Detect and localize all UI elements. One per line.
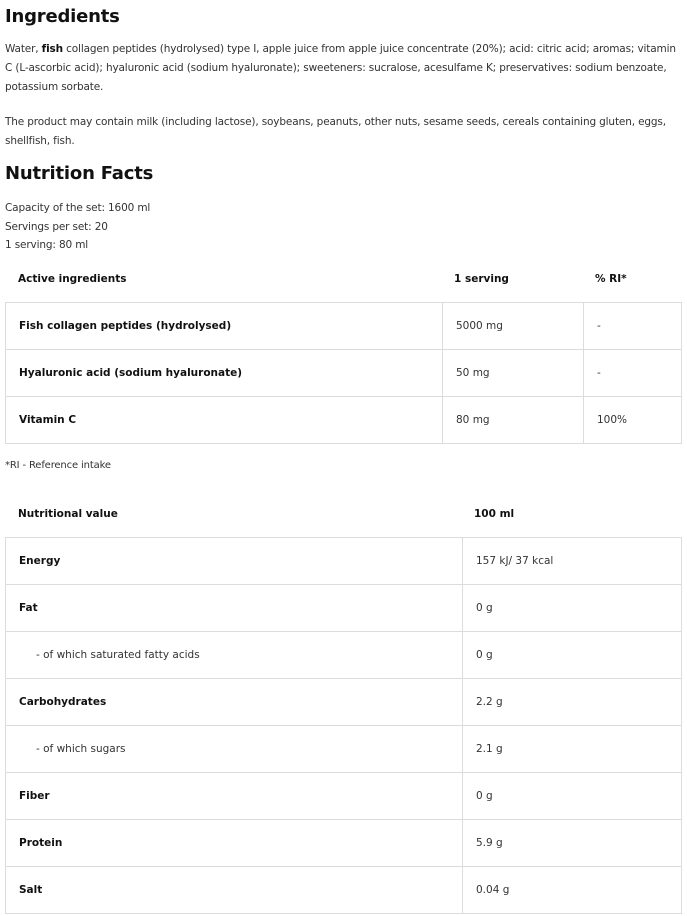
row-label: Fish collagen peptides (hydrolysed) (19, 320, 232, 332)
row-ri-value: - (583, 303, 681, 349)
row-serving-value: 50 mg (442, 350, 583, 396)
ingredients-text-prefix: Water, (5, 43, 42, 55)
row-label: - of which saturated fatty acids (36, 649, 200, 661)
ingredients-heading: Ingredients (5, 6, 120, 27)
row-label: Hyaluronic acid (sodium hyaluronate) (19, 367, 243, 379)
serving-size-text: 1 serving: 80 ml (5, 239, 89, 251)
header-serving: 1 serving (454, 273, 509, 285)
table-header-row (5, 256, 682, 302)
header-100ml: 100 ml (474, 507, 515, 520)
row-serving-value: 5000 mg (442, 303, 583, 349)
header-ri: % RI* (595, 273, 627, 285)
allergens-text: The product may contain milk (including lactose), soybeans, peanuts, other nuts, sesame seeds, cereals containing gluten, eggs, shellfish, fish. (5, 116, 666, 147)
row-value: 0.04 g (462, 867, 681, 913)
row-label: Protein (19, 837, 63, 849)
ingredients-text-bold: fish (41, 43, 63, 55)
capacity-text: Capacity of the set: 1600 ml (5, 202, 151, 214)
servings-text: Servings per set: 20 (5, 221, 108, 233)
row-value: 5.9 g (462, 820, 681, 866)
row-label: - of which sugars (36, 743, 126, 755)
row-value: 2.2 g (462, 679, 681, 725)
table-row (5, 349, 682, 396)
table-row (5, 537, 682, 584)
row-value: 0 g (462, 585, 681, 631)
row-label: Salt (19, 884, 43, 896)
table-row (5, 772, 682, 819)
table-row (5, 584, 682, 631)
ingredients-text (5, 40, 683, 97)
row-value: 0 g (462, 632, 681, 678)
row-ri-value: - (583, 350, 681, 396)
table-row (5, 631, 682, 678)
row-label: Fat (19, 602, 38, 614)
row-value: 2.1 g (462, 726, 681, 772)
table-row (5, 866, 682, 914)
table-row (5, 396, 682, 444)
ri-footnote: *RI - Reference intake (5, 460, 111, 471)
table-row (5, 725, 682, 772)
row-value: 0 g (462, 773, 681, 819)
active-ingredients-table (5, 256, 682, 444)
row-ri-value: 100% (583, 397, 681, 443)
nutritional-value-table (5, 490, 682, 914)
row-label: Energy (19, 555, 61, 567)
table-row (5, 819, 682, 866)
row-label: Fiber (19, 790, 50, 802)
row-label: Carbohydrates (19, 696, 107, 708)
header-nutritional-value: Nutritional value (18, 507, 118, 520)
nutrition-facts-heading: Nutrition Facts (5, 163, 154, 184)
row-value: 157 kJ/ 37 kcal (462, 538, 681, 584)
table-row (5, 678, 682, 725)
row-serving-value: 80 mg (442, 397, 583, 443)
table-row (5, 302, 682, 349)
table-header-row (5, 490, 682, 537)
header-active-ingredients: Active ingredients (18, 273, 127, 285)
ingredients-text-rest: collagen peptides (hydrolysed) type I, apple juice from apple juice concentrate (20%); acid: citric acid; aromas; vitamin C (L-ascorbic acid); hyaluronic acid (sodium hyaluronate); sweeteners: sucralose, acesulfame K; preservatives: sodium benzoate, potassium sorbate. (5, 43, 676, 93)
row-label: Vitamin C (19, 414, 77, 426)
